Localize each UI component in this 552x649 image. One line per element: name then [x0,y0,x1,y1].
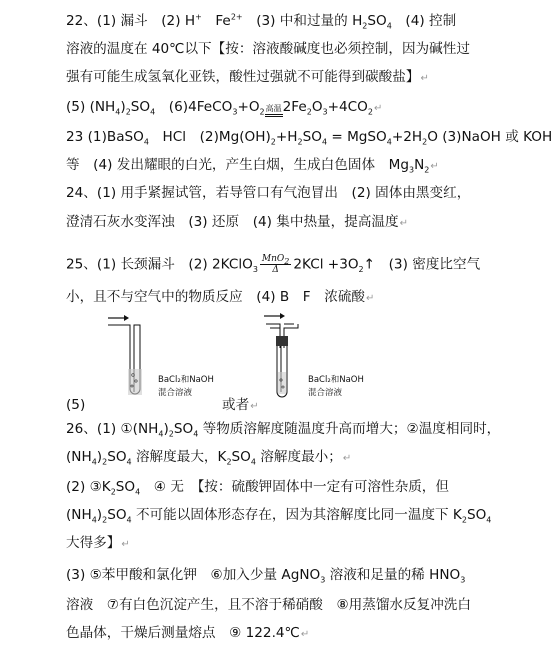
q22-line-4: (5) $(NH_4)_2SO_4$ $(6)4FeCO_3+O_2$高温$2Fe_2O_3+4CO_2↵$ [66,99,383,117]
paragraph-mark-icon: ↵ [342,453,352,464]
q25-line-3-or: 或者↵ [222,397,259,413]
paragraph-mark-icon: ↵ [366,293,375,304]
paragraph-mark-icon: ↵ [121,539,130,550]
paragraph-mark-icon: ↵ [373,103,383,114]
q22-line-1: 22、(1) 漏斗 (2) H+ $Fe^{2+}$ (3) 中和过量的 $H_2SO_4$ (4) 控制 [66,12,457,31]
apparatus-1-label-line-1: BaCl₂和NaOH [158,375,214,385]
apparatus-1-label-line-2: 混合溶液 [158,388,193,398]
q26-line-6: (3) ⑤苯甲酸和氯化钾 ⑥加入少量 AgNO$_3$ 溶液和足量的稀 $HNO_3$ [66,567,466,585]
q26-line-5: 大得多】↵ [66,535,130,551]
q24-line-2: 澄清石灰水变浑浊 (3) 还原 (4) 集中热量，提高温度↵ [66,214,409,230]
paragraph-mark-icon: ↵ [430,161,439,172]
q26-line-4: $(NH_4)_2SO_4$ 不可能以固体形态存在，因为其溶解度比同一温度下 $K_2SO_4$ [66,507,492,525]
apparatus-2-label-line-2: 混合溶液 [308,388,343,398]
q26-line-7: 溶液 ⑦有白色沉淀产生，且不溶于稀硝酸 ⑧用蒸馏水反复冲洗白 [66,597,471,613]
q25-line-3-prefix: (5) [66,397,86,413]
q26-line-1: 26、(1) $①(NH_4)_2SO_4$ 等物质溶解度随温度升高而增大；②温度相同时， [66,421,501,439]
reaction-condition: 高温 [265,104,283,117]
paragraph-mark-icon: ↵ [420,73,429,84]
q26-line-8: 色晶体，干燥后测量熔点 ⑨ 122.4℃↵ [66,625,310,641]
q26-line-2: $(NH_4)_2SO_4$ 溶解度最大，$K_2SO_4$ 溶解度最小；↵ [66,449,352,467]
q22-line-2: 溶液的温度在 40℃以下【按：溶液酸碱度也必须控制，因为碱性过 [66,41,470,57]
reaction-condition-fraction: $\frac{MnO_2}{\Delta}$ [261,254,290,275]
q25-line-2: 小，且不与空气中的物质反应 (4) B F 浓硫酸↵ [66,289,375,305]
q26-line-3: (2) $③K_2SO_4$ ④ 无 【按：硫酸钾固体中一定有可溶性杂质，但 [66,479,449,497]
q25-line-1: 25、(1) 长颈漏斗 (2) 2KClO$_3$ $\frac{MnO_2}{\Delta}$ $2KCl +3O_2↑$ (3) 密度比空气 [66,254,481,275]
apparatus-2-label-line-1: BaCl₂和NaOH [308,375,364,385]
paragraph-mark-icon: ↵ [399,218,409,229]
paragraph-mark-icon: ↵ [250,401,259,412]
q23-line-2: 等 (4) 发出耀眼的白光，产生白烟，生成白色固体 $Mg_3N_2↵$ [66,157,439,175]
q23-line-1: 23 (1)BaSO$_4$ HCl $(2)Mg(OH)_2+H_2SO_4$ = $MgSO_4+2H_2O$ (3)NaOH 或 KOH [66,129,552,147]
q22-line-3: 强有可能生成氢氧化亚铁，酸性过强就不可能得到碳酸盐】↵ [66,69,429,85]
paragraph-mark-icon: ↵ [300,629,310,640]
q24-line-1: 24、(1) 用手紧握试管，若导管口有气泡冒出 (2) 固体由黑变红， [66,185,471,201]
